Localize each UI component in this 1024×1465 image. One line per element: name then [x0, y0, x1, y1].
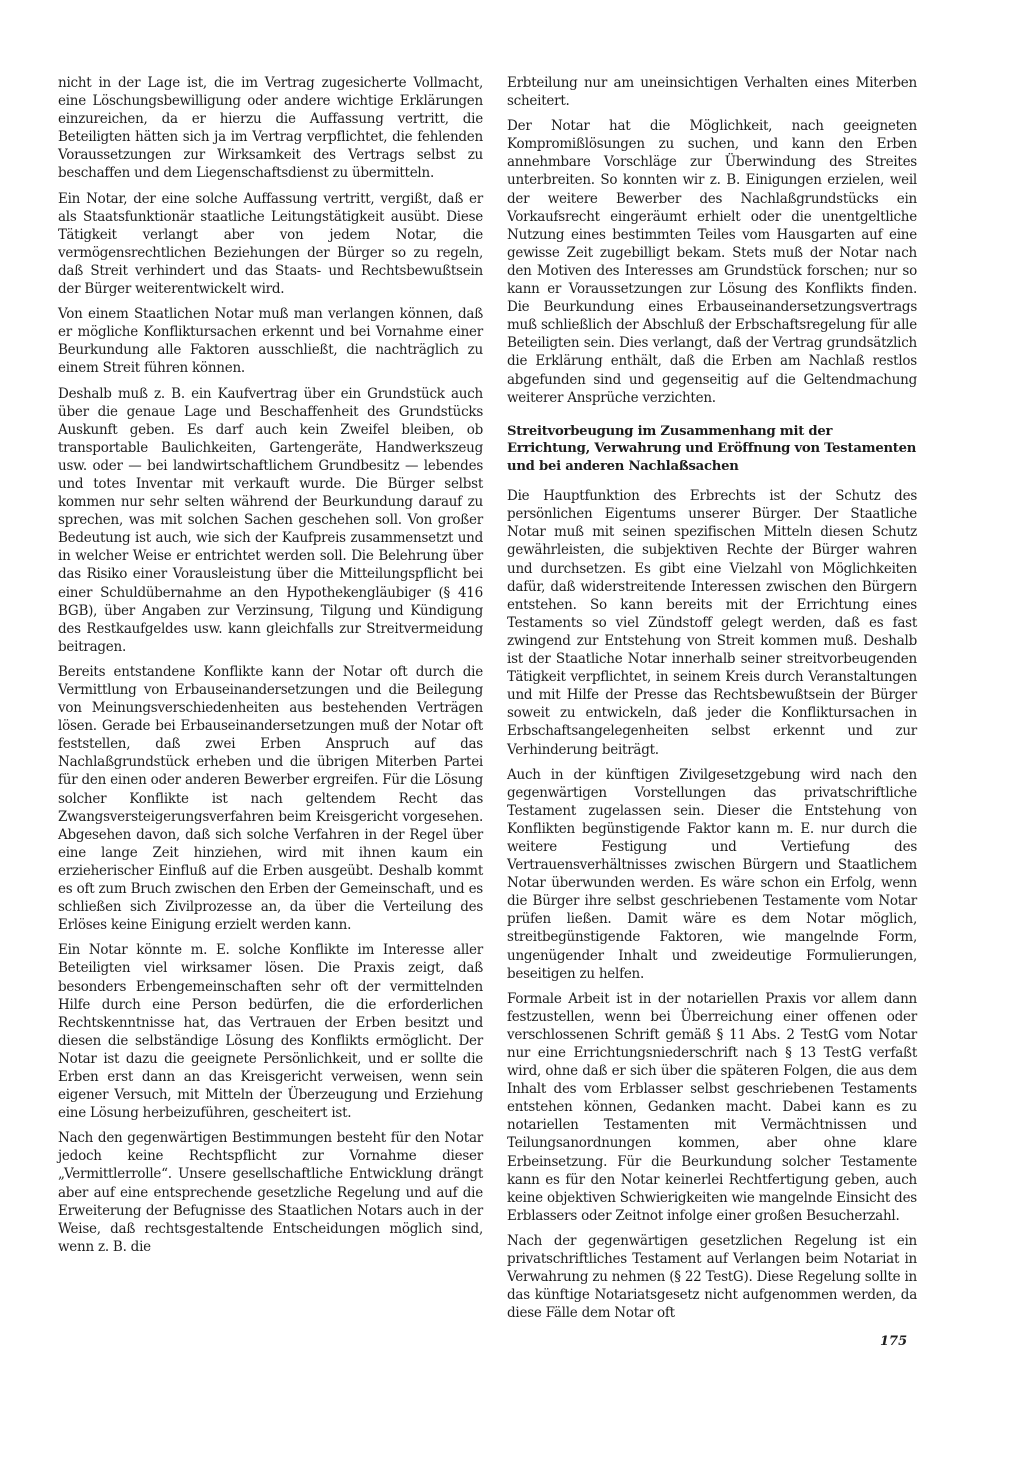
left-paragraph-1: nicht in der Lage ist, die im Vertrag zugesicherte Vollmacht, eine Löschungsbewilligung oder andere wichtige Erklärungen einzureichen, da er hierzu die Auffassung vertritt, die Beteiligten hätten sich ja im Vertrag verpflichtet, die fehlenden Voraussetzungen zur Wirksamkeit des Vertrags selbst zu beschaffen und dem Liegenschaftsdienst zu übermitteln.: [58, 75, 483, 182]
right-paragraph-3: Die Hauptfunktion des Erbrechts ist der Schutz des persönlichen Eigentums unserer Bürger. Der Staatliche Notar muß mit seinen spezifischen Mitteln diesen Schutz gewährleisten, die subjektiven Rechte der Bürger wahren und durchsetzen. Es gibt eine Vielzahl von Möglichkeiten dafür, daß widerstreitende Interessen zwischen den Bürgern entstehen. So kann bereits mit der Errichtung eines Testaments so viel Zündstoff gelegt werden, daß es fast zwingend zur Entstehung von Streit kommen muß. Deshalb ist der Staatliche Notar innerhalb seiner streitvorbeugenden Tätigkeit verpflichtet, in seinem Kreis durch Veranstaltungen und mit Hilfe der Presse das Rechtsbewußtsein der Bürger soweit zu entwickeln, daß jeder die Konfliktursachen in Erbschaftsangelegenheiten selbst erkennt und zur Verhinderung beiträgt.: [507, 488, 917, 758]
page-number: 175: [880, 1334, 908, 1349]
section-heading: Streitvorbeugung im Zusammenhang mit der Errichtung, Verwahrung und Eröffnung von Testamenten und bei anderen Nachlaßsachen: [507, 423, 917, 474]
right-column: [507, 74, 917, 1329]
left-paragraph-4: Deshalb muß z. B. ein Kaufvertrag über ein Grundstück auch über die genaue Lage und Beschaffenheit des Grundstücks Auskunft geben. Es darf auch kein Zweifel bleiben, ob transportable Baulichkeiten, Gartengeräte, Handwerkszeug usw. oder — bei landwirtschaftlichem Grundbesitz — lebendes und totes Inventar mit verkauft wurde. Die Bürger selbst kommen nur sehr selten während der Beurkundung darauf zu sprechen, was mit solchen Sachen geschehen soll. Von großer Bedeutung ist auch, wie sich der Kaufpreis zusammensetzt und in welcher Weise er entrichtet werden soll. Die Belehrung über das Risiko einer Vorausleistung über die Mitteilungspflicht bei einer Schuldübernahme an den Hypothekengläubiger (§ 416 BGB), über Angaben zur Verzinsung, Tilgung und Kündigung des Restkaufgeldes usw. kann gleichfalls zur Streitvermeidung beitragen.: [58, 385, 483, 655]
left-paragraph-3: Von einem Staatlichen Notar muß man verlangen können, daß er mögliche Konfliktursachen erkennt und bei Vornahme einer Beurkundung alle Faktoren ausschließt, die nachträglich zu einem Streit führen können.: [58, 306, 483, 377]
left-paragraph-7: Nach den gegenwärtigen Bestimmungen besteht für den Notar jedoch keine Rechtspflicht zur Vornahme dieser „Vermittlerrolle“. Unsere gesellschaftliche Entwicklung drängt aber auf eine entsprechende gesetzliche Regelung und auf die Erweiterung der Befugnisse des Staatlichen Notars auch in der Weise, daß rechtsgestaltende Entscheidungen möglich sind, wenn z. B. die: [58, 1130, 483, 1255]
left-paragraph-6: Ein Notar könnte m. E. solche Konflikte im Interesse aller Beteiligten viel wirksamer lösen. Die Praxis zeigt, daß besonders Erbengemeinschaften sehr oft der vermittelnden Hilfe durch eine Person bedürfen, die die erforderlichen Rechtskenntnisse hat, das Vertrauen der Erben besitzt und diesen die selbständige Lösung des Konflikts ermöglicht. Der Notar ist dazu die geeignete Persönlichkeit, und er sollte die Erben erst dann an das Kreisgericht verweisen, wenn sein eigener Versuch, mit Mitteln der Überzeugung und Erziehung eine Lösung herbeizuführen, gescheitert ist.: [58, 942, 483, 1122]
right-paragraph-5: Formale Arbeit ist in der notariellen Praxis vor allem dann festzustellen, wenn bei Überreichung einer offenen oder verschlossenen Schrift gemäß § 11 Abs. 2 TestG vom Notar nur eine Errichtungsniederschrift nach § 13 TestG verfaßt wird, ohne daß er sich über die späteren Folgen, die aus dem Inhalt des vom Erblasser selbst geschriebenen Testaments entstehen können, Gedanken macht. Dabei kann es zu notariellen Testamenten mit Vermächtnissen und Teilungsanordnungen kommen, aber ohne klare Erbeinsetzung. Für die Beurkundung solcher Testamente kann es für den Notar keinerlei Rechtfertigung geben, auch keine objektiven Schwierigkeiten wie mangelnde Einsicht des Erblassers oder Zeitnot infolge einer großen Besucherzahl.: [507, 990, 917, 1224]
right-paragraph-2: Der Notar hat die Möglichkeit, nach geeigneten Kompromißlösungen zu suchen, und kann den Erben annehmbare Vorschläge zur Überwindung des Streites unterbreiten. So konnten wir z. B. Einigungen erzielen, weil der weitere Bewerber des Nachlaßgrundstücks ein Vorkaufsrecht eingeräumt erhielt oder die unentgeltliche Nutzung eines bestimmten Teiles vom Hausgarten auf eine gewisse Zeit zugebilligt bekam. Stets muß der Notar nach den Motiven des Interesses am Grundstück forschen; nur so kann er Voraussetzungen zur Lösung des Konflikts finden. Die Beurkundung eines Erbauseinandersetzungsvertrags muß schließlich der Abschluß der Erbschaftsregelung für alle Beteiligten sein. Dies verlangt, daß der Vertrag grundsätzlich die Erklärung enthält, daß die Erben am Nachlaß restlos abgefunden sind und gegenseitig auf die Geltendmachung weiterer Ansprüche verzichten.: [507, 118, 917, 406]
right-paragraph-1: Erbteilung nur am uneinsichtigen Verhalten eines Miterben scheitert.: [507, 75, 917, 110]
right-paragraph-4: Auch in der künftigen Zivilgesetzgebung wird nach den gegenwärtigen Vorstellungen das privatschriftliche Testament zugelassen sein. Dieser die Entstehung von Konflikten begünstigende Faktor kann m. E. nur durch die weitere Festigung und Vertiefung des Vertrauensverhältnisses zwischen Bürgern und Staatlichem Notar überwunden werden. Es wäre schon ein Erfolg, wenn die Bürger ihre selbst geschriebenen Testamente vom Notar prüfen ließen. Damit wäre es dem Notar möglich, streitbegünstigende Faktoren, wie mangelnde Form, ungenügender Inhalt und zweideutige Formulierungen, beseitigen zu helfen.: [507, 766, 917, 982]
left-column: [58, 74, 483, 1263]
left-paragraph-2: Ein Notar, der eine solche Auffassung vertritt, vergißt, daß er als Staatsfunktionär staatliche Leitungstätigkeit ausübt. Diese Tätigkeit verlangt aber von jedem Notar, die vermögensrechtlichen Beziehungen der Bürger so zu regeln, daß Streit verhindert und das Staats- und Rechtsbewußtsein der Bürger weiterentwickelt wird.: [58, 190, 483, 298]
left-paragraph-5: Bereits entstandene Konflikte kann der Notar oft durch die Vermittlung von Erbauseinandersetzungen und die Beilegung von Meinungsverschiedenheiten aus bestehenden Verträgen lösen. Gerade bei Erbauseinandersetzungen muß der Notar oft feststellen, daß zwei Erben Anspruch auf das Nachlaßgrundstück erheben und die übrigen Miterben Partei für den einen oder anderen Bewerber ergreifen. Für die Lösung solcher Konflikte ist nach geltendem Recht das Zwangsversteigerungsverfahren beim Kreisgericht vorgesehen. Abgesehen davon, daß sich solche Verfahren in der Regel über eine lange Zeit hinziehen, wird mit ihnen kaum ein erzieherischer Einfluß auf die Erben ausgeübt. Deshalb kommt es oft zum Bruch zwischen den Erben der Gemeinschaft, und es schließen sich Zivilprozesse an, da über die Verteilung des Erlöses keine Einigung erzielt werden kann.: [58, 663, 483, 934]
right-paragraph-6: Nach der gegenwärtigen gesetzlichen Regelung ist ein privatschriftliches Testament auf Verlangen beim Notariat in Verwahrung zu nehmen (§ 22 TestG). Diese Regelung sollte in das künftige Notariatsgesetz nicht aufgenommen werden, da diese Fälle dem Notar oft: [507, 1232, 917, 1322]
